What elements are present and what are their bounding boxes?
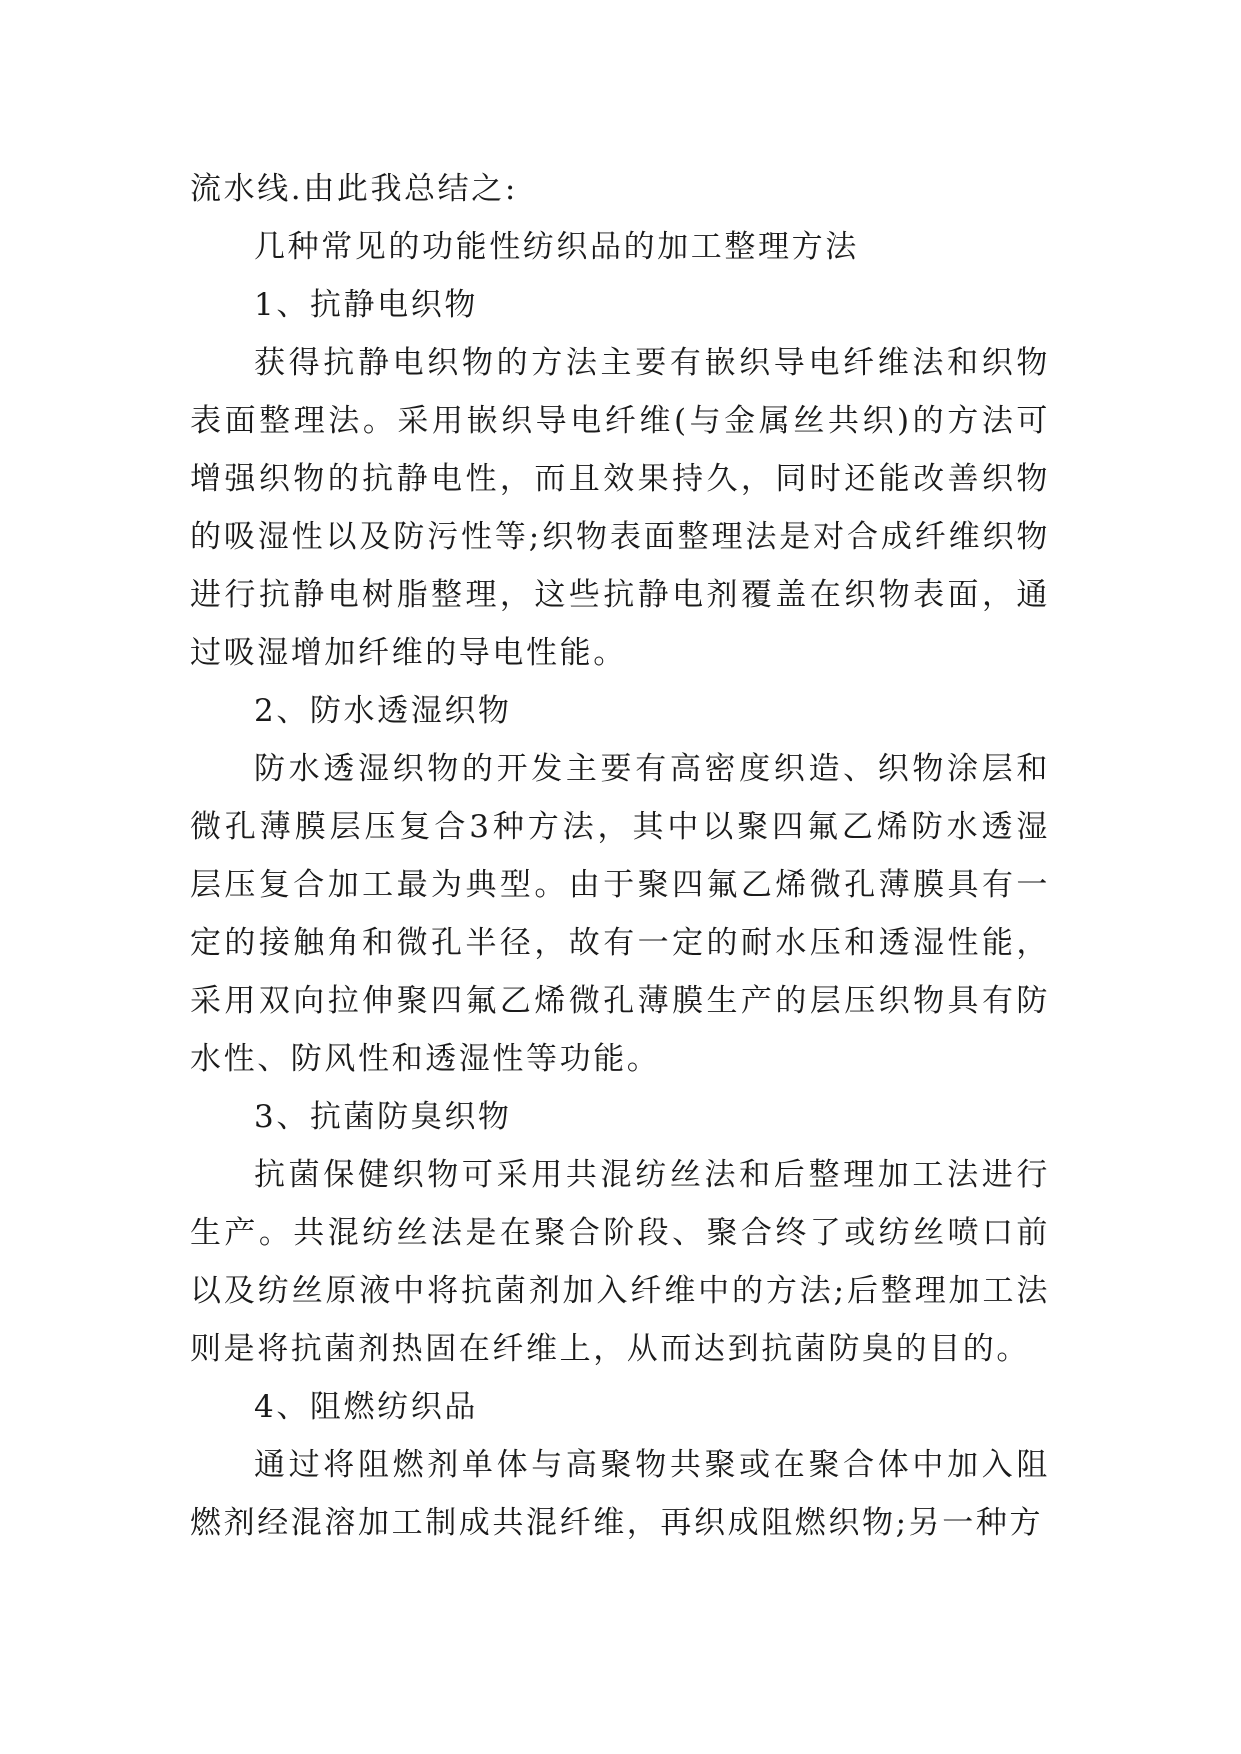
paragraph-antibacterial: 抗菌保健织物可采用共混纺丝法和后整理加工法进行生产。共混纺丝法是在聚合阶段、聚合终了或纺丝喷口前以及纺丝原液中将抗菌剂加入纤维中的方法;后整理加工法则是将抗菌剂热固在纤维上，从而达到抗菌防臭的目的。 bbox=[190, 1157, 1050, 1367]
heading-antistatic: 1、抗静电织物 bbox=[254, 287, 478, 323]
paragraph-intro: 流水线.由此我总结之: bbox=[190, 171, 518, 207]
paragraph-antistatic: 获得抗静电织物的方法主要有嵌织导电纤维法和织物表面整理法。采用嵌织导电纤维(与金属丝共织)的方法可增强织物的抗静电性，而且效果持久，同时还能改善织物的吸湿性以及防污性等;织物表面整理法是对合成纤维织物进行抗静电树脂整理，这些抗静电剂覆盖在织物表面，通过吸湿增加纤维的导电性能。 bbox=[190, 345, 1050, 671]
paragraph-flame-retardant: 通过将阻燃剂单体与高聚物共聚或在聚合体中加入阻燃剂经混溶加工制成共混纤维，再织成阻燃织物;另一种方 bbox=[190, 1447, 1050, 1541]
section-title: 几种常见的功能性纺织品的加工整理方法 bbox=[254, 229, 859, 265]
paragraph-waterproof: 防水透湿织物的开发主要有高密度织造、织物涂层和微孔薄膜层压复合3种方法，其中以聚四氟乙烯防水透湿层压复合加工最为典型。由于聚四氟乙烯微孔薄膜具有一定的接触角和微孔半径，故有一定的耐水压和透湿性能，采用双向拉伸聚四氟乙烯微孔薄膜生产的层压织物具有防水性、防风性和透湿性等功能。 bbox=[190, 751, 1050, 1077]
heading-antibacterial: 3、抗菌防臭织物 bbox=[254, 1099, 512, 1135]
heading-waterproof: 2、防水透湿织物 bbox=[254, 693, 512, 729]
heading-flame-retardant: 4、阻燃纺织品 bbox=[254, 1389, 478, 1425]
document-body bbox=[190, 160, 1050, 1552]
